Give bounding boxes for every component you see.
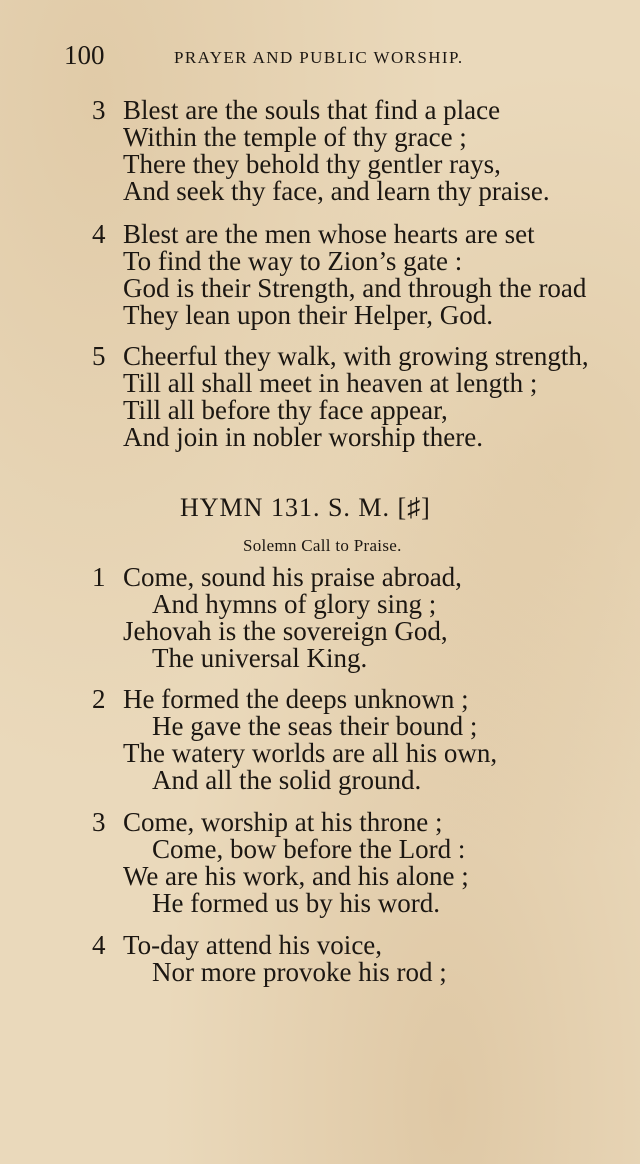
hymn-stanza-4 bbox=[92, 932, 447, 986]
verse-line: And all the solid ground. bbox=[152, 765, 422, 795]
verse-line: 1 Come, sound his praise abroad, bbox=[92, 562, 462, 592]
verse-line: Till all before thy face appear, bbox=[123, 395, 448, 425]
page-number: 100 bbox=[64, 40, 105, 70]
hymn-stanza-1 bbox=[92, 564, 462, 672]
stanza-number: 3 bbox=[92, 807, 106, 837]
verse-line: 4 Blest are the men whose hearts are set bbox=[92, 219, 535, 249]
stanza-number: 4 bbox=[92, 219, 106, 249]
verse-line: And join in nobler worship there. bbox=[123, 422, 483, 452]
verse-line: We are his work, and his alone ; bbox=[123, 861, 469, 891]
verse-line: And hymns of glory sing ; bbox=[152, 589, 437, 619]
verse-line: 3 Come, worship at his throne ; bbox=[92, 807, 443, 837]
verse-line: Within the temple of thy grace ; bbox=[123, 122, 467, 152]
page-header bbox=[64, 40, 534, 76]
stanza-number: 3 bbox=[92, 95, 106, 125]
verse-line: He formed us by his word. bbox=[152, 888, 440, 918]
stanza-5-previous-hymn bbox=[92, 343, 589, 451]
stanza-4-previous-hymn bbox=[92, 221, 586, 329]
verse-line: 3 Blest are the souls that find a place bbox=[92, 95, 501, 125]
stanza-number: 1 bbox=[92, 562, 106, 592]
verse-line: Nor more provoke his rod ; bbox=[152, 957, 447, 987]
verse-line: To find the way to Zion’s gate : bbox=[123, 246, 463, 276]
verse-line: There they behold thy gentler rays, bbox=[123, 149, 501, 179]
hymn-subtitle: Solemn Call to Praise. bbox=[243, 536, 402, 555]
verse-line: He gave the seas their bound ; bbox=[152, 711, 478, 741]
verse-line: The universal King. bbox=[152, 643, 368, 673]
running-head: PRAYER AND PUBLIC WORSHIP. bbox=[174, 48, 464, 67]
verse-line: Jehovah is the sovereign God, bbox=[123, 616, 448, 646]
stanza-3-previous-hymn bbox=[92, 97, 550, 205]
stanza-number: 2 bbox=[92, 684, 106, 714]
hymn-title: HYMN 131. S. M. [♯] bbox=[180, 493, 431, 522]
verse-line: Come, bow before the Lord : bbox=[152, 834, 466, 864]
verse-line: 4 To-day attend his voice, bbox=[92, 930, 383, 960]
verse-line: The watery worlds are all his own, bbox=[123, 738, 498, 768]
verse-line: 5 Cheerful they walk, with growing strength, bbox=[92, 341, 589, 371]
verse-line: Till all shall meet in heaven at length ; bbox=[123, 368, 538, 398]
hymn-stanza-3 bbox=[92, 809, 469, 917]
verse-line: 2 He formed the deeps unknown ; bbox=[92, 684, 469, 714]
hymn-stanza-2 bbox=[92, 686, 497, 794]
stanza-number: 4 bbox=[92, 930, 106, 960]
verse-line: God is their Strength, and through the road bbox=[123, 273, 587, 303]
stanza-number: 5 bbox=[92, 341, 106, 371]
verse-line: They lean upon their Helper, God. bbox=[123, 300, 494, 330]
verse-line: And seek thy face, and learn thy praise. bbox=[123, 176, 550, 206]
